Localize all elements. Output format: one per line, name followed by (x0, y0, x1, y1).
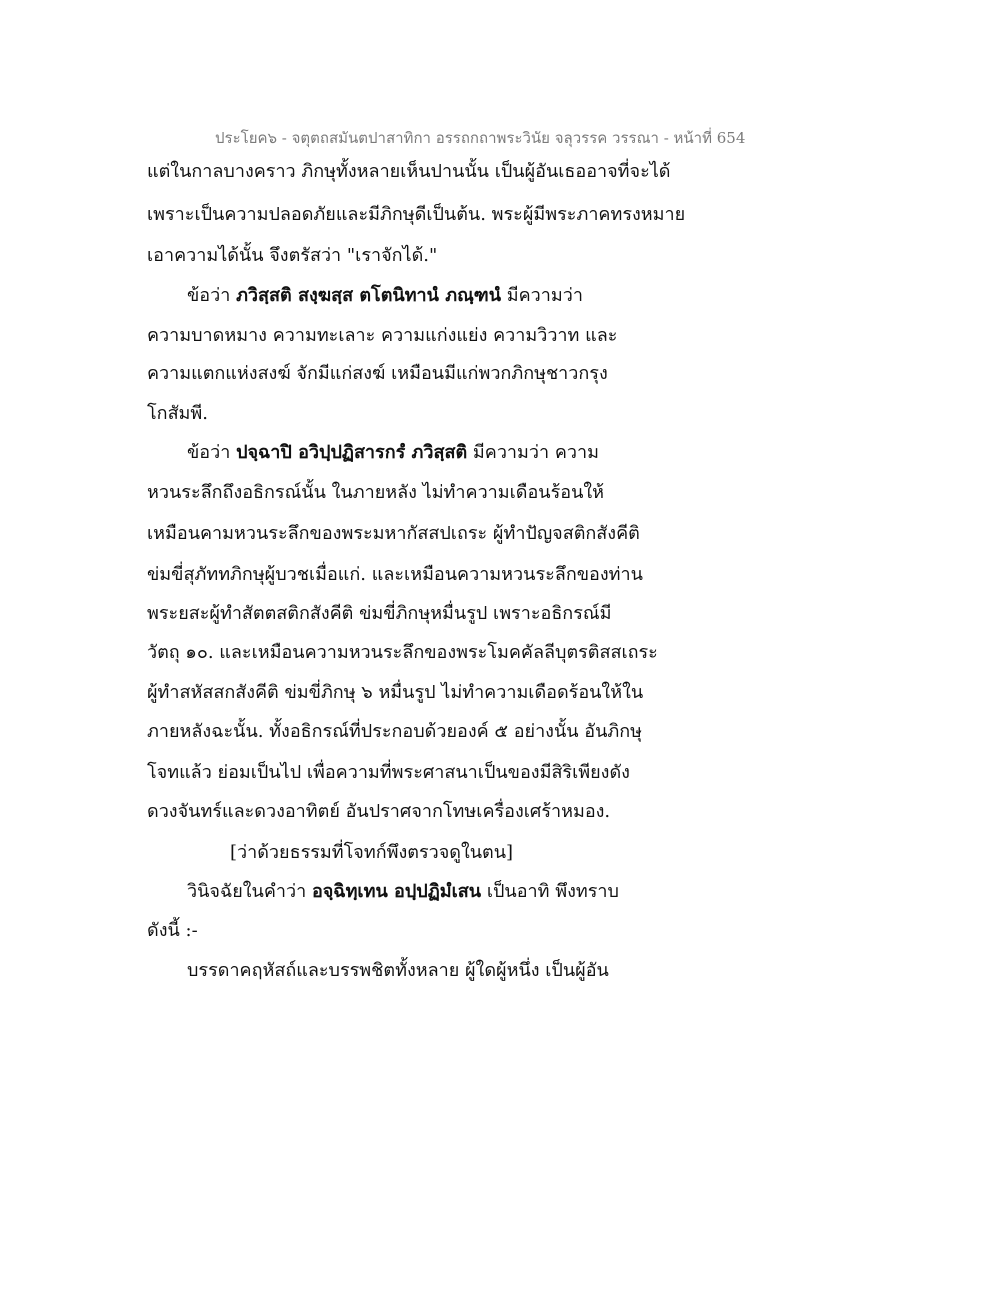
text-line: ความบาดหมาง ความทะเลาะ ความแก่งแย่ง ความวิวาท และ (147, 325, 618, 346)
line-text: มีความว่า ความ (467, 442, 599, 463)
pali-term: ปจฺฉาปิ อวิปฺปฏิสารกรํ ภวิสฺสติ (236, 442, 468, 463)
text-line: พระยสะผู้ทำสัตตสติกสังคีติ ข่มขี่ภิกษุหมื่นรูป เพราะอธิกรณ์มี (147, 603, 612, 624)
text-line: ดวงจันทร์และดวงอาทิตย์ อันปราศจากโทษเครื่องเศร้าหมอง. (147, 801, 611, 822)
text-line: วัตถุ ๑๐. และเหมือนความหวนระลึกของพระโมคคัลลีบุตรติสสเถระ (147, 642, 658, 663)
text-line: แต่ในกาลบางคราว ภิกษุทั้งหลายเห็นปานนั้น เป็นผู้อันเธออาจที่จะได้ (147, 161, 671, 182)
text-line: โจทแล้ว ย่อมเป็นไป เพื่อความที่พระศาสนาเป็นของมีสิริเพียงดัง (147, 762, 630, 783)
text-line: เหมือนคามหวนระลึกของพระมหากัสสปเถระ ผู้ทำปัญจสติกสังคีติ (147, 523, 640, 544)
pali-term: อจฺฉิทฺเทน อปฺปฏิมํเสน (311, 881, 482, 902)
line-text: ข้อว่า (187, 442, 237, 463)
line-text: ข้อว่า (187, 285, 237, 306)
text-line: โกสัมพี. (147, 403, 209, 424)
line-text: วินิจฉัยในคำว่า (187, 881, 312, 902)
text-line: ดังนี้ :- (147, 920, 198, 941)
pali-term: ภวิสฺสติ สงฺฆสฺส ตโตนิทานํ ภณฺฑนํ (236, 285, 502, 306)
text-line: เพราะเป็นความปลอดภัยและมีภิกษุดีเป็นต้น. พระผู้มีพระภาคทรงหมาย (147, 204, 686, 225)
text-line: หวนระลึกถึงอธิกรณ์นั้น ในภายหลัง ไม่ทำความเดือนร้อนให้ (147, 482, 605, 503)
text-line: ข่มขี่สุภัททภิกษุผู้บวชเมื่อแก่. และเหมือนความหวนระลึกของท่าน (147, 564, 643, 585)
text-line: บรรดาคฤหัสถ์และบรรพชิตทั้งหลาย ผู้ใดผู้หนึ่ง เป็นผู้อัน (187, 960, 609, 981)
text-line: ความแตกแห่งสงฆ์ จักมีแก่สงฆ์ เหมือนมีแก่พวกภิกษุชาวกรุง (147, 363, 608, 384)
text-line (187, 284, 583, 308)
line-text: มีความว่า (501, 285, 583, 306)
text-line: เอาความได้นั้น จึงตรัสว่า "เราจักได้." (147, 245, 438, 266)
text-line: ภายหลังฉะนั้น. ทั้งอธิกรณ์ที่ประกอบด้วยองค์ ๕ อย่างนั้น อันภิกษุ (147, 721, 643, 742)
page-header: ประโยค๖ - จตุตถสมันตปาสาทิกา อรรถกถาพระวินัย จลุวรรค วรรณา - หน้าที่ 654 (215, 129, 746, 147)
text-line: ผู้ทำสหัสสกสังคีติ ข่มขี่ภิกษุ ๖ หมื่นรูป ไม่ทำความเดือดร้อนให้ใน (147, 682, 644, 703)
line-text: เป็นอาทิ พึงทราบ (481, 881, 619, 902)
text-line (187, 880, 619, 904)
section-heading: [ว่าด้วยธรรมที่โจทก์พึงตรวจดูในตน] (230, 842, 514, 863)
text-line (187, 441, 599, 465)
